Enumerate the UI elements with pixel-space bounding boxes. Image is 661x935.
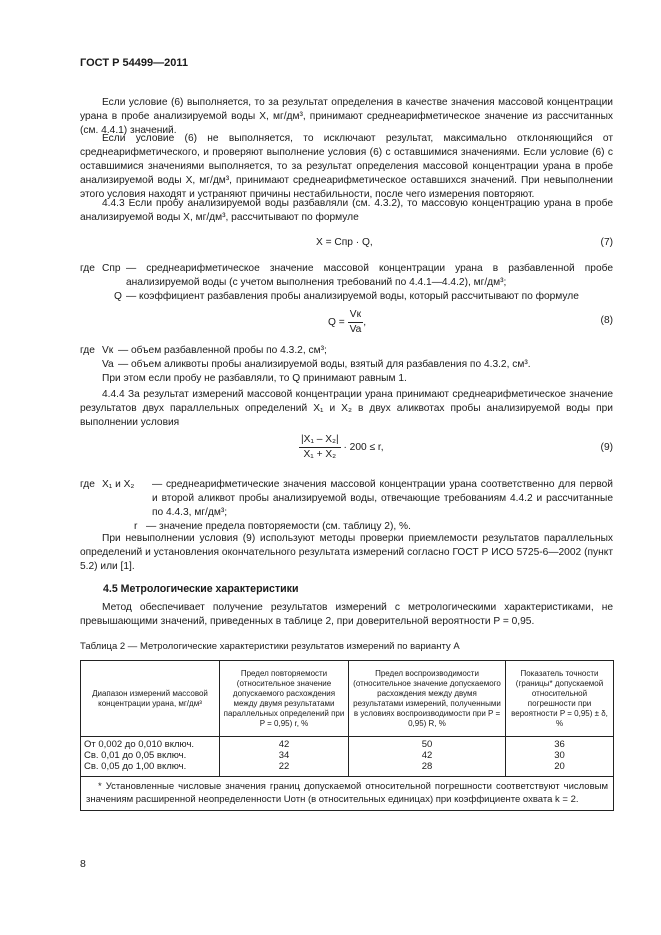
delta-value-2: 30: [554, 749, 565, 761]
definition-va: — объем аликвоты пробы анализируемой воды, взятый для разбавления по 4.3.2, см³.: [118, 359, 531, 370]
R-value-1: 50: [421, 739, 433, 750]
R-value-2: 42: [421, 749, 433, 761]
table-data-rows: [81, 737, 614, 777]
formula-8-tail: ,: [363, 317, 367, 329]
where-label-3: где: [80, 479, 95, 490]
formula-9-number: (9): [600, 442, 613, 453]
definition-cpr: — среднеарифметическое значение массовой концентрации урана в разбавленной пробе анализируемой воды (с учетом выполнения требований по 4.4.1—4.4.2), мг/дм³;: [126, 263, 613, 288]
formula-8-denominator: Va: [349, 323, 362, 335]
paragraph-6: Метод обеспечивает получение результатов измерений с метрологическими характеристиками, не превышающими значений, приведенных в таблице 2, при доверительной вероятности P = 0,95.: [80, 602, 613, 627]
where-label-2: где: [80, 345, 95, 356]
range-row-2: Св. 0,01 до 0,05 включ.: [84, 749, 187, 761]
r-value-2: 34: [278, 749, 290, 761]
r-value-1: 42: [278, 739, 290, 750]
paragraph-2: Если условие (6) не выполняется, то исключают результат, максимально отклоняющийся от среднеарифметического, и проверяют выполнение условия (6) с оставшимися значениями. Если условие (6) с оставшимися значениями выполняется, то за результат определения массовой концентрации урана в пробе анализируемой воды X, мг/дм³, принимают среднеарифметическое оставшихся значений. При невыполнении этого условия находят и устраняют причины нестабильности, после чего измерения повторяют.: [80, 133, 613, 200]
table-footnote: * Установленные числовые значения границ допускаемой относительной погрешности соответствуют числовым значениям расширенной неопределенности Uотн (в относительных единицах) при коэффициенте охвата k = 2.: [81, 776, 614, 811]
R-value-3: 28: [421, 760, 433, 772]
symbol-vk: Vк: [102, 345, 114, 356]
symbol-r: r: [134, 521, 138, 532]
table-header-reproducibility: Предел воспроизводимости (относительное значение допускаемого расхождения между двумя результатами измерений, полученными в условиях воспроизводимости при P = 0,95) R, %: [349, 661, 506, 737]
paragraph-5: При невыполнении условия (9) используют методы проверки приемлемости результатов параллельных определений и установления окончательного результата измерений согласно ГОСТ Р ИСО 5725-6—2002 (пункт 5.2) или [1].: [80, 533, 613, 572]
page-number: 8: [80, 858, 86, 870]
symbol-q: Q: [114, 291, 122, 302]
paragraph-4-4-4: 4.4.4 За результат измерений массовой концентрации урана принимают среднеарифметическое значение результатов двух параллельных определений X₁ и X₂ в двух аликвотах пробы анализируемой воды при выполнении условия: [80, 389, 613, 428]
formula-7-number: (7): [600, 237, 613, 248]
document-header: ГОСТ Р 54499—2011: [80, 57, 188, 69]
r-value-3: 22: [278, 760, 290, 772]
paragraph-1: Если условие (6) выполняется, то за результат определения в качестве значения массовой концентрации урана в пробе анализируемой воды X, мг/дм³, принимают среднеарифметическое значение из рассчитанных (см. 4.4.1) значений.: [80, 97, 613, 136]
table-caption: Таблица 2 — Метрологические характеристики результатов измерений по варианту А: [80, 641, 460, 652]
metrology-table: [80, 660, 614, 811]
section-4-5-title: 4.5 Метрологические характеристики: [103, 583, 299, 595]
formula-9-tail: · 200 ≤ r,: [343, 442, 384, 454]
range-row-3: Св. 0,05 до 1,00 включ.: [84, 760, 187, 772]
paragraph-4-4-3: 4.4.3 Если пробу анализируемой воды разбавляли (см. 4.3.2), то массовую концентрацию урана в пробе анализируемой воды X, мг/дм³, рассчитывают по формуле: [80, 198, 613, 223]
symbol-x1-x2: X₁ и X₂: [102, 479, 135, 490]
table-header-repeatability: Предел повторяемости (относительное значение допускаемого расхождения между двумя результатами параллельных определений при P = 0,95) r, %: [220, 661, 349, 737]
symbol-va: Va: [102, 359, 114, 370]
table-header-accuracy: Показатель точности (границы* допускаемой относительной погрешности при вероятности P = 0,95) ± δ, %: [506, 661, 614, 737]
where-label: где: [80, 263, 95, 274]
definition-r: — значение предела повторяемости (см. таблицу 2), %.: [146, 521, 411, 532]
formula-8-number: (8): [600, 315, 613, 326]
symbol-cpr: Cпр: [102, 263, 121, 274]
delta-value-3: 20: [554, 760, 565, 772]
formula-8-lhs: Q =: [328, 317, 345, 329]
formula-9-numerator: |X₁ – X₂|: [299, 433, 341, 448]
delta-value-1: 36: [554, 739, 565, 750]
formula-7-text: X = Cпр · Q,: [316, 237, 373, 248]
range-row-1: От 0,002 до 0,010 включ.: [84, 739, 195, 750]
definition-q: — коэффициент разбавления пробы анализируемой воды, который рассчитывают по формуле: [126, 291, 579, 302]
formula-8-numerator: Vк: [348, 308, 364, 323]
formula-9-denominator: X₁ + X₂: [303, 448, 337, 460]
note-no-dilution: При этом если пробу не разбавляли, то Q принимают равным 1.: [102, 373, 407, 384]
definition-vk: — объем разбавленной пробы по 4.3.2, см³;: [118, 345, 327, 356]
definition-x1-x2: — среднеарифметические значения массовой концентрации урана соответственно для первой и второй аликвот пробы анализируемой воды, отвечающие требованиям 4.4.2 и рассчитанные по 4.4.3, мг/дм³;: [152, 479, 613, 518]
table-header-range: Диапазон измерений массовой концентрации урана, мг/дм³: [81, 661, 220, 737]
